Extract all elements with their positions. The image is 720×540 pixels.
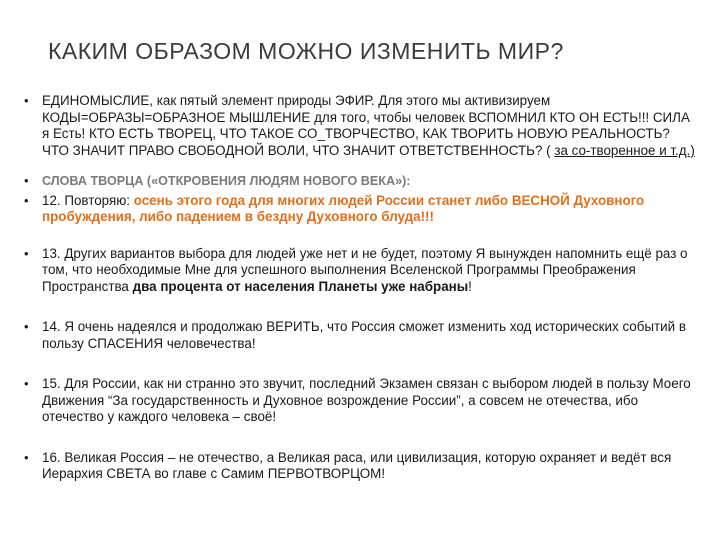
section-heading: СЛОВА ТВОРЦА («ОТКРОВЕНИЯ ЛЮДЯМ НОВОГО ВЕКА»): [42,174,411,188]
item-text-highlight: осень этого года для многих людей России станет либо ВЕСНОЙ Духовного пробуждения, либо падением в бездну Духовного блуда!!! [42,192,645,224]
item-text: 12. Повторяю: [42,192,134,208]
bullet-icon: • [24,93,29,108]
slide-title: КАКИМ ОБРАЗОМ МОЖНО ИЗМЕНИТЬ МИР? [48,38,564,64]
list-item [24,450,700,483]
list-item [24,246,700,296]
list-item [24,93,700,159]
item-text: ! [468,278,472,294]
bullet-icon: • [24,449,29,465]
bullet-icon: • [24,319,29,334]
list-item [24,376,700,426]
item-text: 14. Я очень надеялся и продолжаю ВЕРИТЬ, что Россия сможет изменить ход исторических событий в пользу СПАСЕНИЯ человечества! [42,319,686,351]
item-text: ЕДИНОМЫСЛИЕ, как пятый элемент природы ЭФИР. Для этого мы активизируем КОДЫ=ОБРАЗЫ=ОБРАЗНОЕ МЫШЛЕНИЕ для того, чтобы человек ВСПОМНИЛ КТО ОН ЕСТЬ!!! СИЛА я Есть! КТО ЕСТЬ ТВОРЕЦ, ЧТО ТАКОЕ СО_ТВОРЧЕСТВО, КАК ТВОРИТЬ НОВУЮ РЕАЛЬНОСТЬ? ЧТО ЗНАЧИТ ПРАВО СВОБОДНОЙ ВОЛИ, ЧТО ЗНАЧИТ ОТВЕТСТВЕННОСТЬ? ( [42,93,690,158]
bullet-icon: • [24,376,29,391]
item-text: 16. Великая Россия – не отечество, а Великая раса, или цивилизация, которую охраняет и ведёт вся Иерархия СВЕТА во главе с Самим ПЕРВОТВОРЦОМ! [42,449,672,481]
list-item [24,173,700,190]
item-text-bold: два процента от населения Планеты уже набраны [132,278,469,294]
item-text: 13. Других вариантов выбора для людей уже нет и не будет, поэтому Я вынужден напомнить ещё раз о том, что необходимые Мне для успешного выполнения Вселенской Программы Преображения Пространства [42,245,688,294]
bullet-list [24,93,700,483]
list-item [24,193,700,226]
bullet-icon: • [24,245,29,261]
bullet-icon: • [24,173,29,188]
bullet-icon: • [24,192,29,208]
item-text: 15. Для России, как ни странно это звучит, последний Экзамен связан с выбором людей в пользу Моего Движения “За государственность и Духовное возрождение России”, а совсем не отечества, ибо отечество у каждого человека – своё! [42,376,691,424]
item-text-underlined: за со-творенное и т.д.) [554,142,695,158]
list-item [24,319,700,352]
